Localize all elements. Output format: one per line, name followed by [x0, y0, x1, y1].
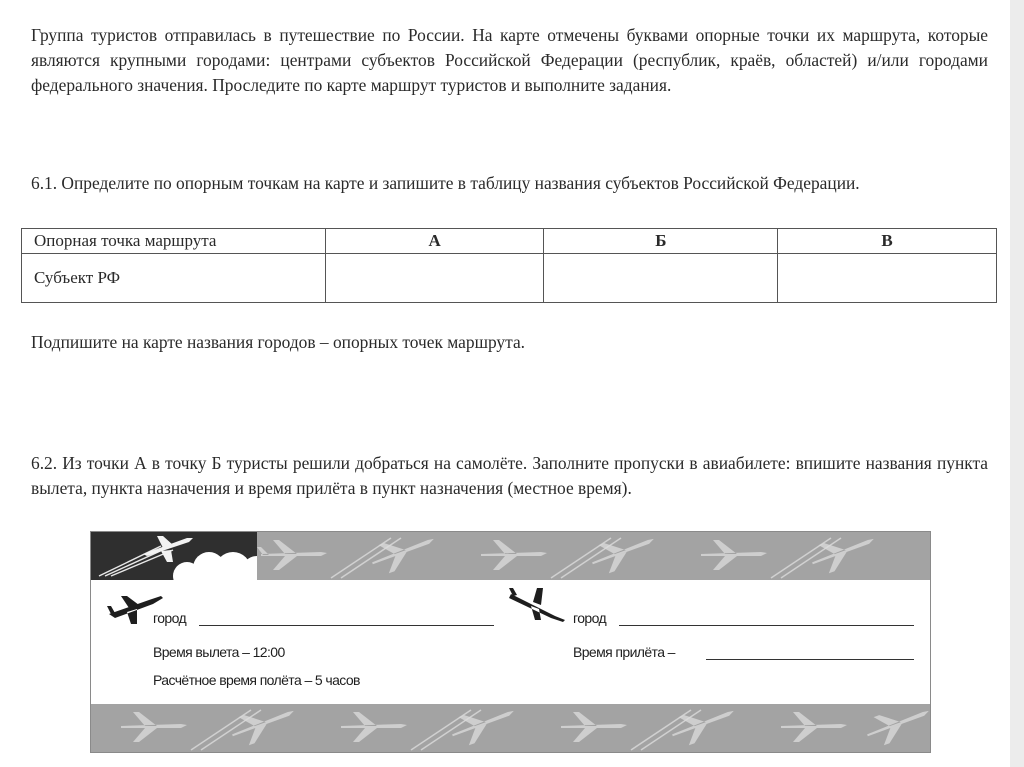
ticket-top-band — [91, 532, 930, 580]
arrival-city-field[interactable] — [619, 625, 914, 626]
answer-cell-a[interactable] — [325, 254, 544, 303]
column-header-v: В — [778, 229, 997, 254]
departure-time: Время вылета – 12:00 — [153, 644, 285, 660]
arrival-time-field[interactable] — [706, 659, 914, 660]
row-label-route-point: Опорная точка маршрута — [22, 229, 326, 254]
task-6-2-text: 6.2. Из точки А в точку Б туристы решили добраться на самолёте. Заполните пропуски в авиабилете: впишите названия пункта вылета, пункта назначения и время прилёта в пункт назначения (местное время). — [31, 453, 988, 498]
arrival-time-label: Время прилёта – — [573, 644, 675, 660]
cloud-plane-graphic — [91, 532, 257, 580]
intro-paragraph: Группа туристов отправилась в путешествие по России. На карте отмечены буквами опорные точки их маршрута, которые являются крупными городами: центрами субъектов Российской Федерации (республик, краёв, областей) и/или городами федерального значения. Проследите по карте маршрут туристов и выполните задания. — [31, 25, 988, 95]
column-header-a: А — [325, 229, 544, 254]
departure-city-field[interactable] — [199, 625, 494, 626]
departure-city-label: город — [153, 610, 187, 626]
task-6-1-text: 6.1. Определите по опорным точкам на карте и запишите в таблицу названия субъектов Российской Федерации. — [31, 173, 860, 193]
ticket-bottom-band — [91, 704, 930, 752]
ticket-corner-block — [91, 532, 257, 580]
flight-duration: Расчётное время полёта – 5 часов — [153, 672, 360, 688]
page-edge — [1010, 0, 1024, 767]
row-label-subject: Субъект РФ — [22, 254, 326, 303]
table-row — [22, 254, 997, 303]
column-header-b: Б — [544, 229, 778, 254]
sign-cities-note: Подпишите на карте названия городов – опорных точек маршрута. — [31, 332, 526, 352]
answer-cell-b[interactable] — [544, 254, 778, 303]
table-row — [22, 229, 997, 254]
route-table — [21, 228, 997, 303]
plane-pattern-bottom — [91, 704, 930, 752]
arrival-city-label: город — [573, 610, 607, 626]
plane-landing-icon — [505, 586, 569, 631]
air-ticket — [90, 531, 931, 753]
answer-cell-v[interactable] — [778, 254, 997, 303]
